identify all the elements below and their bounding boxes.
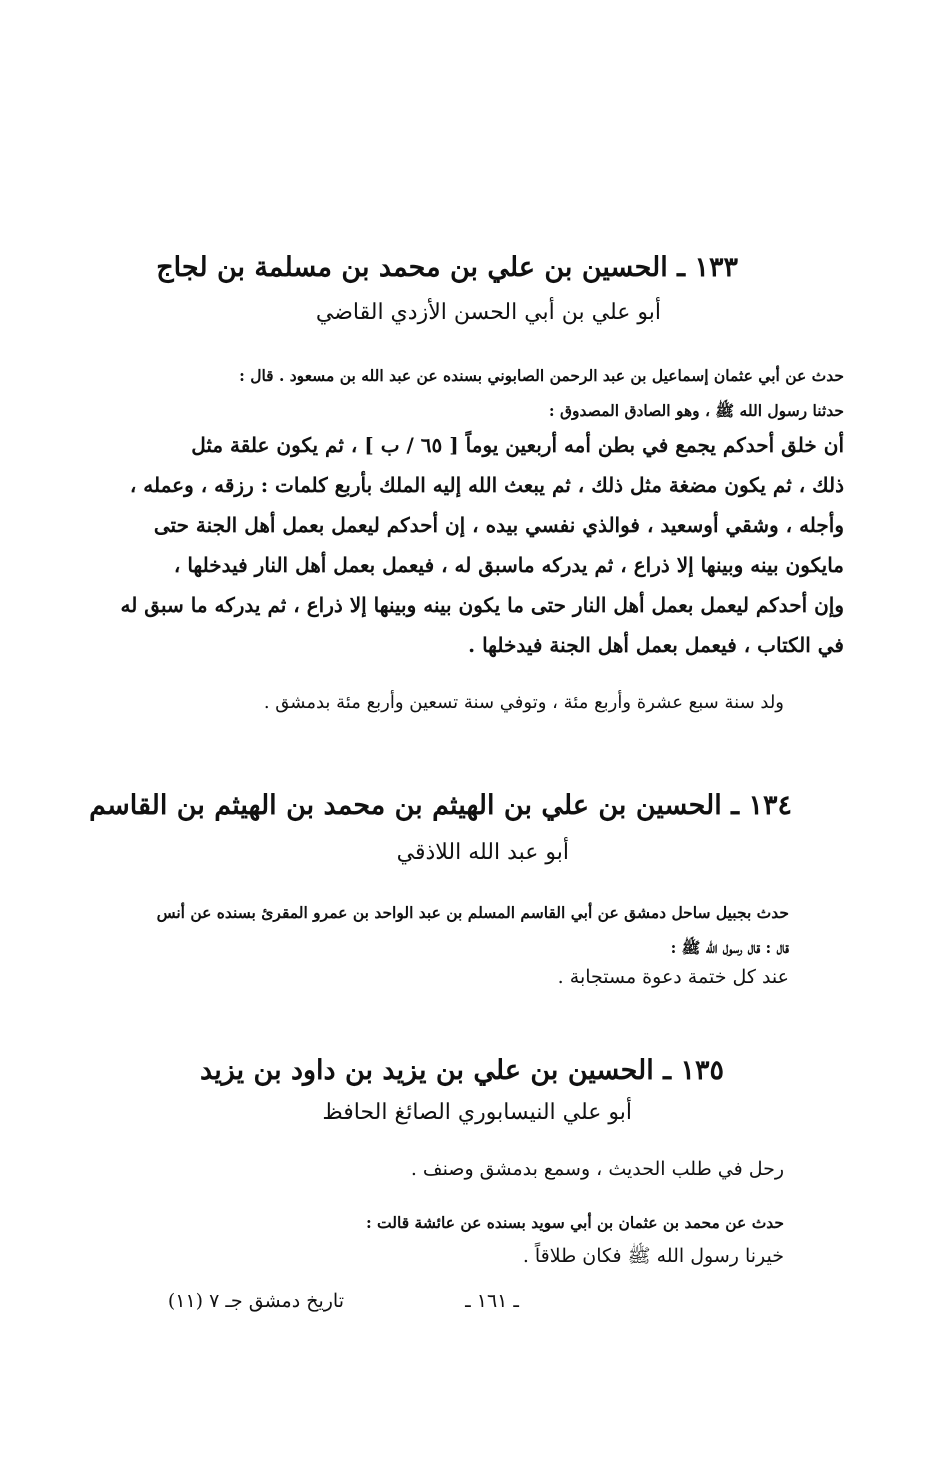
entry-134-heading: ١٣٤ ـ الحسين بن علي بن الهيثم بن محمد بن الهيثم بن القاسم (89, 790, 792, 821)
entry-135-heading: ١٣٥ ـ الحسين بن علي بن يزيد بن داود بن يزيد (200, 1055, 724, 1086)
entry-133-heading: ١٣٣ ـ الحسين بن علي بن محمد بن مسلمة بن لجاج (156, 252, 738, 283)
entry-135-hadith-text: خيرنا رسول الله ﷺ فكان طلاقاً . (522, 1245, 784, 1267)
source-citation: تاريخ دمشق جـ ٧ (١١) (167, 1290, 344, 1312)
hadith-line: في الكتاب ، فيعمل بعمل أهل الجنة فيدخلها . (468, 633, 844, 657)
entry-134-hadith-text: عند كل ختمة دعوة مستجابة . (557, 966, 789, 988)
entry-134-isnad-line-1: حدث بجبيل ساحل دمشق عن أبي القاسم المسلم بن عبد الواحد بن عمرو المقرئ بسنده عن أنس (156, 903, 789, 922)
entry-135-subheading: أبو علي النيسابوري الصائغ الحافظ (322, 1100, 632, 1125)
entry-133-isnad-line-2: حدثنا رسول الله ﷺ ، وهو الصادق المصدوق : (548, 401, 844, 420)
entry-133-hadith-text (79, 425, 844, 665)
hadith-line: أن خلق أحدكم يجمع في بطن أمه أربعين يوماً [ ٦٥ / ب ] ، ثم يكون علقة مثل (191, 433, 844, 457)
hadith-line: وأجله ، وشقي أوسعيد ، فوالذي نفسي بيده ، إن أحدكم ليعمل بعمل أهل الجنة حتى (153, 513, 844, 537)
entry-135-biographical-note: رحل في طلب الحديث ، وسمع بدمشق وصنف . (410, 1158, 784, 1180)
page-number: ـ ١٦١ ـ (465, 1290, 519, 1312)
entry-135-isnad: حدث عن محمد بن عثمان بن أبي سويد بسنده عن عائشة قالت : (365, 1213, 784, 1232)
entry-133-isnad-line-1: حدث عن أبي عثمان إسماعيل بن عبد الرحمن الصابوني بسنده عن عبد الله بن مسعود . قال : (239, 366, 844, 385)
entry-134-subheading: أبو عبد الله اللاذقي (396, 840, 569, 865)
hadith-line: ذلك ، ثم يكون مضغة مثل ذلك ، ثم يبعث الله إليه الملك بأربع كلمات : رزقه ، وعمله ، (129, 473, 844, 497)
entry-134-isnad-line-2: قال : قال رسول الله ﷺ : (670, 938, 789, 957)
hadith-line: وإن أحدكم ليعمل بعمل أهل النار حتى ما يكون بينه وبينها إلا ذراع ، ثم يدركه ما سبق له (120, 593, 844, 617)
hadith-line: مايكون بينه وبينها إلا ذراع ، ثم يدركه ماسبق له ، فيعمل بعمل أهل النار فيدخلها ، (173, 553, 844, 577)
entry-133-subheading: أبو علي بن أبي الحسن الأزدي القاضي (315, 300, 661, 325)
entry-133-biographical-note: ولد سنة سبع عشرة وأربع مئة ، وتوفي سنة تسعين وأربع مئة بدمشق . (263, 692, 784, 713)
